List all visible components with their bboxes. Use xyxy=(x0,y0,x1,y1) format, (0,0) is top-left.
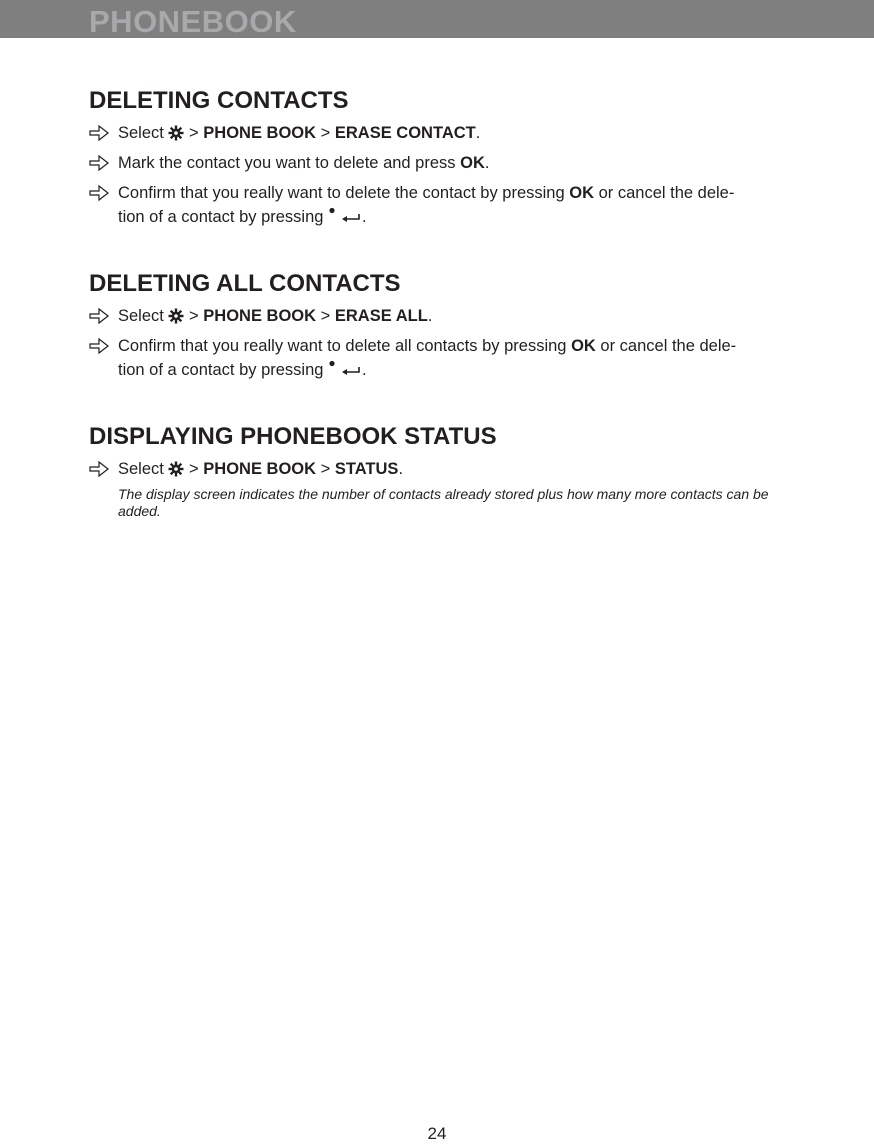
period: . xyxy=(398,460,404,478)
step-text-line2: tion of a contact by pressing xyxy=(118,208,324,226)
step-text-continued: or cancel the dele- xyxy=(600,337,737,355)
status-note: The display screen indicates the number of contacts already stored plus how many more contacts can be added. xyxy=(118,486,769,519)
step-text: Mark the contact you want to delete and press xyxy=(118,154,456,172)
step-confirm-delete-all xyxy=(89,334,789,382)
key-ok: OK xyxy=(569,184,594,202)
step-select-erase-all xyxy=(89,304,789,328)
arrow-right-icon xyxy=(89,181,111,205)
step-text: Select xyxy=(118,307,164,325)
menu-separator: > xyxy=(189,460,199,478)
menu-separator: > xyxy=(320,460,331,478)
step-text: Select xyxy=(118,124,164,142)
menu-gear-icon xyxy=(168,308,184,324)
step-select-erase-contact xyxy=(89,121,789,145)
period: . xyxy=(362,208,367,226)
step-text: Confirm that you really want to delete the contact by pressing xyxy=(118,184,565,202)
period: . xyxy=(475,124,481,142)
menu-item-phone-book: PHONE BOOK xyxy=(203,307,317,325)
menu-item-erase-all: ERASE ALL xyxy=(334,307,428,325)
step-text: Select xyxy=(118,460,164,478)
menu-item-status: STATUS xyxy=(334,460,399,478)
menu-separator: > xyxy=(189,124,199,142)
arrow-right-icon xyxy=(89,151,111,175)
arrow-right-icon xyxy=(89,457,111,481)
arrow-right-icon xyxy=(89,121,111,145)
section-title-deleting-all-contacts: DELETING ALL CONTACTS xyxy=(89,270,401,297)
section-title-deleting-contacts: DELETING CONTACTS xyxy=(89,87,349,114)
back-key-icon xyxy=(328,360,362,378)
period: . xyxy=(362,361,367,379)
key-ok: OK xyxy=(571,337,596,355)
step-text-line2: tion of a contact by pressing xyxy=(118,361,324,379)
section-title-displaying-phonebook-status: DISPLAYING PHONEBOOK STATUS xyxy=(89,423,497,450)
step-select-status xyxy=(89,457,789,481)
menu-separator: > xyxy=(189,307,199,325)
menu-item-erase-contact: ERASE CONTACT xyxy=(334,124,476,142)
menu-gear-icon xyxy=(168,125,184,141)
menu-separator: > xyxy=(320,124,331,142)
page-number: 24 xyxy=(427,1124,447,1143)
step-mark-contact xyxy=(89,151,789,175)
period: . xyxy=(427,307,433,325)
menu-item-phone-book: PHONE BOOK xyxy=(203,460,317,478)
menu-separator: > xyxy=(320,307,331,325)
arrow-right-icon xyxy=(89,304,111,328)
page-header-title: PHONEBOOK xyxy=(89,4,297,39)
arrow-right-icon xyxy=(89,334,111,358)
step-confirm-delete xyxy=(89,181,789,229)
key-ok: OK xyxy=(460,154,485,172)
back-key-icon xyxy=(328,207,362,225)
period: . xyxy=(484,154,490,172)
menu-item-phone-book: PHONE BOOK xyxy=(203,124,317,142)
step-text: Confirm that you really want to delete all contacts by pressing xyxy=(118,337,567,355)
menu-gear-icon xyxy=(168,461,184,477)
step-text-continued: or cancel the dele- xyxy=(598,184,735,202)
